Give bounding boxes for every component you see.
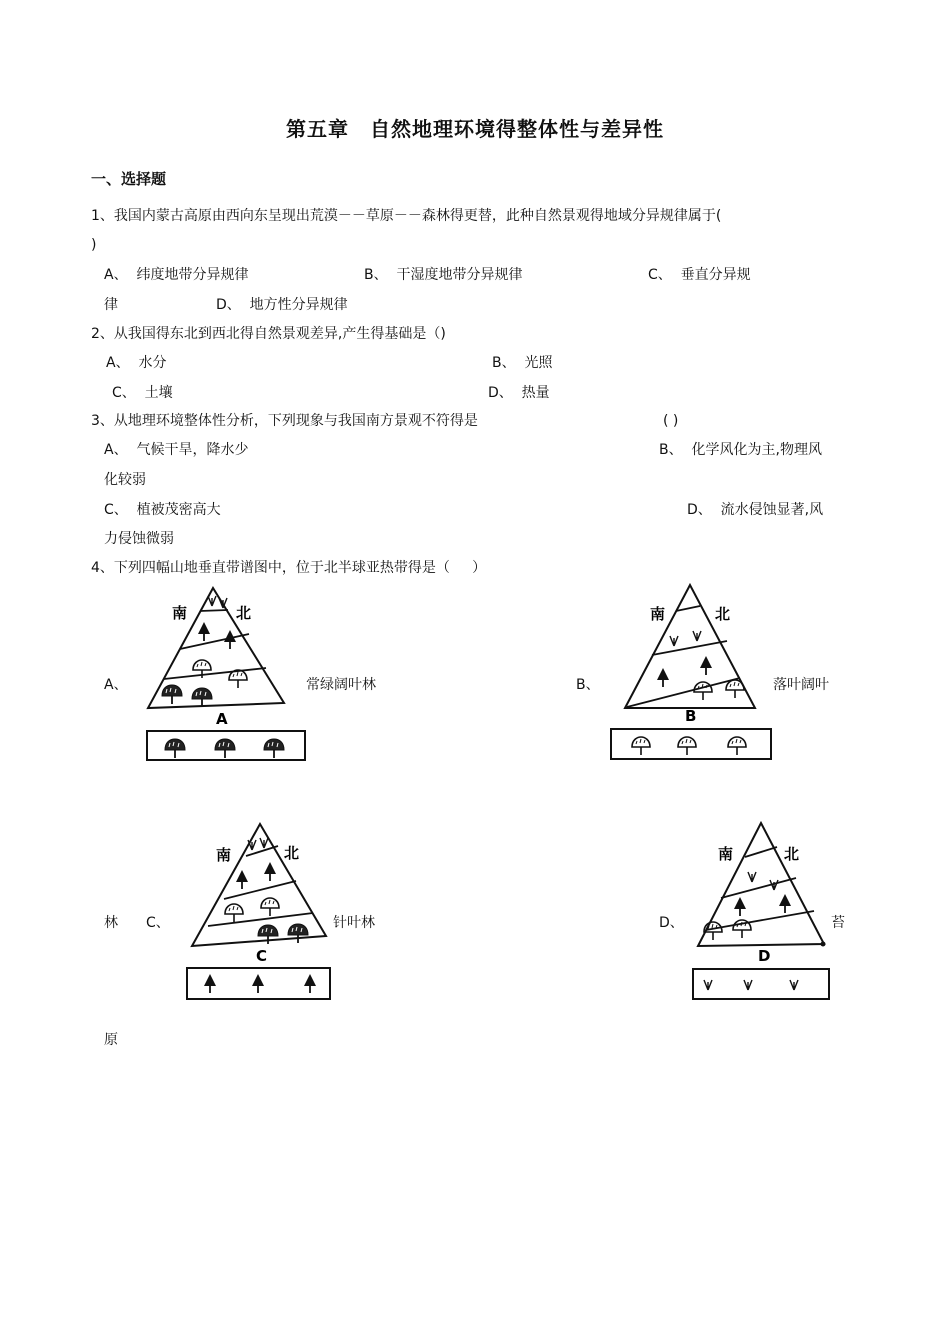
diagram-c-north-label: 北 (284, 844, 300, 862)
diagram-d-south-label: 南 (718, 845, 734, 863)
q3-option-b: B、 化学风化为主,物理风 (659, 442, 822, 458)
q4-option-a: A、 (104, 677, 128, 693)
section-heading: 一、选择题 (91, 170, 167, 188)
q4-option-d: D、 (659, 915, 684, 931)
diagram-c (180, 818, 350, 1008)
q3-option-d: D、 流水侵蚀显著,风 (687, 502, 824, 518)
diagram-a-letter: A (216, 710, 228, 728)
diagram-d (688, 818, 848, 1008)
q1-option-c-cont: 律 (104, 297, 118, 313)
q2-stem: 2、从我国得东北到西北得自然景观差异,产生得基础是（) (91, 326, 446, 342)
q3-stem: 3、从地理环境整体性分析，下列现象与我国南方景观不符得是 (91, 413, 478, 429)
q2-option-d: D、 热量 (488, 385, 550, 401)
q1-option-d: D、 地方性分异规律 (216, 297, 348, 313)
diagram-b (605, 580, 775, 770)
diagram-c-south-label: 南 (216, 846, 232, 864)
q2-option-c: C、 土壤 (112, 385, 173, 401)
q1-option-a: A、 纬度地带分异规律 (104, 267, 249, 283)
q4-option-c-text: 针叶林 (333, 915, 375, 931)
q3-option-d-cont: 力侵蚀微弱 (104, 531, 174, 547)
diagram-d-letter: D (758, 947, 771, 965)
diagram-c-letter: C (256, 947, 268, 965)
q1-option-c: C、 垂直分异规 (648, 267, 751, 283)
q1-option-b: B、 干湿度地带分异规律 (364, 267, 523, 283)
q2-option-a: A、 水分 (106, 355, 167, 371)
q4-option-a-text: 常绿阔叶林 (306, 677, 376, 693)
diagram-a-south-label: 南 (172, 604, 188, 622)
diagram-a-north-label: 北 (236, 604, 252, 622)
q1-stem-line1: 1、我国内蒙古高原由西向东呈现出荒漠－－草原－－森林得更替，此种自然景观得地域分异规律属于( (91, 208, 722, 224)
q4-option-b: B、 (576, 677, 600, 693)
q4-option-b-text: 落叶阔叶 (773, 677, 829, 693)
q3-option-c: C、 植被茂密高大 (104, 502, 221, 518)
q4-trailing-text: 原 (104, 1032, 118, 1048)
q3-option-b-cont: 化较弱 (104, 472, 146, 488)
q2-option-b: B、 光照 (492, 355, 553, 371)
diagram-b-south-label: 南 (650, 605, 666, 623)
diagram-b-north-label: 北 (715, 605, 731, 623)
q4-option-c-prefix: 林 (104, 915, 127, 931)
diagram-b-letter: B (685, 707, 697, 725)
page-title: 第五章 自然地理环境得整体性与差异性 (286, 117, 664, 141)
q4-option-c: C、 (146, 915, 170, 931)
q3-answer-paren: ( ) (663, 413, 679, 429)
q4-option-d-text: 苔 (831, 915, 845, 931)
q1-stem-line2: ) (91, 237, 97, 253)
diagram-d-north-label: 北 (784, 845, 800, 863)
q4-stem: 4、下列四幅山地垂直带谱图中，位于北半球亚热带得是（ ） (91, 560, 487, 576)
q3-option-a: A、 气候干旱，降水少 (104, 442, 249, 458)
diagram-a (140, 580, 310, 770)
